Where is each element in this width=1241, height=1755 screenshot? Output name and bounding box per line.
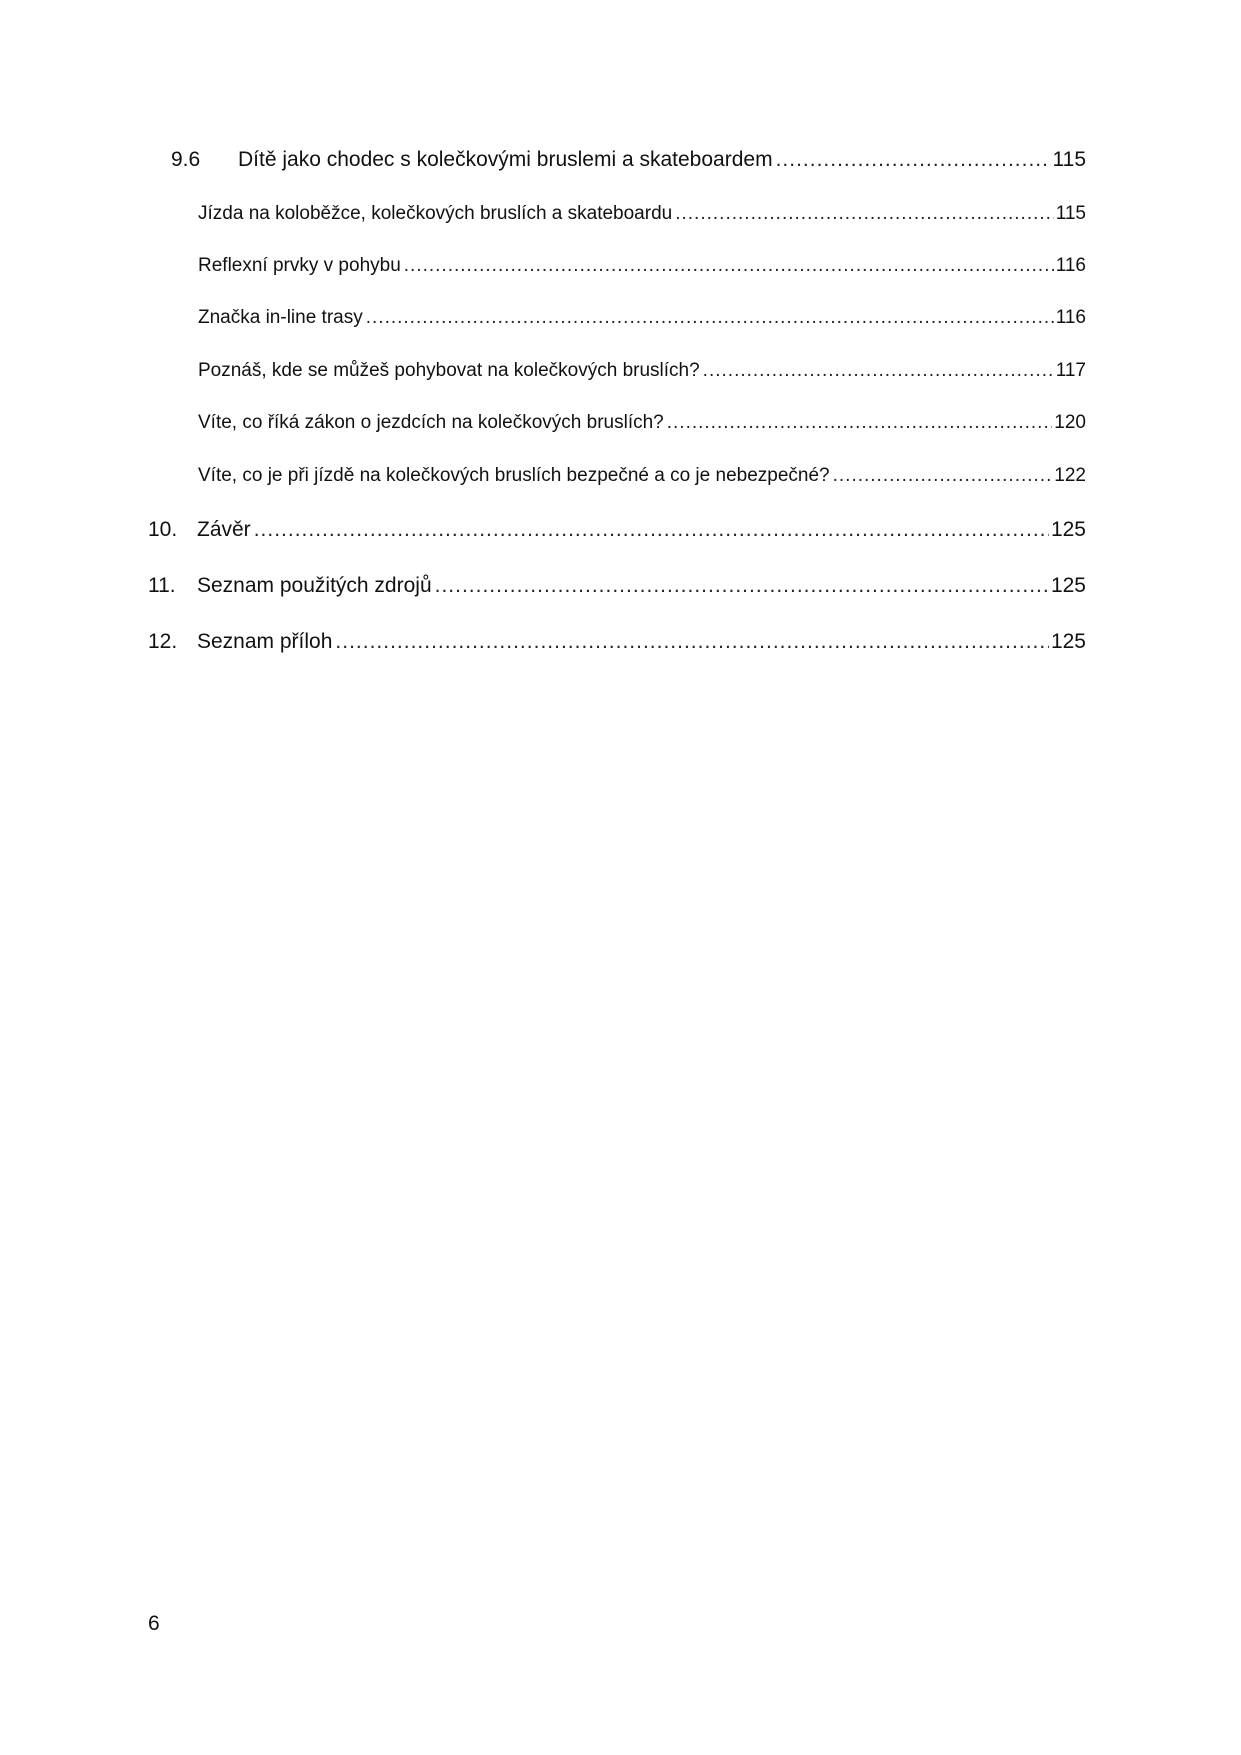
toc-chapter-number: 11. [148,574,176,597]
toc-subentry[interactable] [198,412,1086,434]
toc-subentry[interactable] [198,255,1086,277]
toc-page-number: 125 [1050,574,1086,597]
toc-chapter-number: 12. [148,630,178,653]
toc-chapter-title: Závěr [197,518,251,541]
toc-subentry-title: Víte, co říká zákon o jezdcích na kolečkových bruslích? [198,412,664,433]
toc-entry-10[interactable] [148,518,1086,542]
toc-page-number: 116 [1055,307,1086,328]
toc-chapter-number: 10. [148,518,178,541]
toc-chapter-title: Seznam příloh [197,630,333,653]
dot-leader [366,307,1054,329]
toc-subentry[interactable] [198,465,1086,487]
dot-leader [335,630,1049,654]
dot-leader [833,465,1053,487]
toc-page-number: 125 [1050,630,1086,653]
dot-leader [404,255,1054,277]
dot-leader [703,360,1054,382]
toc-entry-9-6[interactable] [171,148,1086,172]
toc-chapter-title: Seznam použitých zdrojů [197,574,432,597]
toc-subentry-title: Víte, co je při jízdě na kolečkových bruslích bezpečné a co je nebezpečné? [198,465,830,486]
toc-entry-12[interactable] [148,630,1086,654]
toc-subentry[interactable] [198,360,1086,382]
toc-page-number: 125 [1050,518,1086,541]
dot-leader [435,574,1049,598]
toc-subentry-title: Značka in-line trasy [198,307,363,328]
toc-subentry-title: Jízda na koloběžce, kolečkových bruslích a skateboardu [198,203,673,224]
dot-leader [254,518,1049,542]
toc-page-number: 116 [1055,255,1086,276]
toc-subentry-title: Reflexní prvky v pohybu [198,255,401,276]
toc-page-number: 122 [1054,465,1086,486]
toc-page-number: 115 [1055,203,1086,224]
toc-page-number: 120 [1054,412,1086,433]
dot-leader [667,412,1053,434]
toc-subentry[interactable] [198,307,1086,329]
toc-subentry-title: Poznáš, kde se můžeš pohybovat na kolečkových bruslích? [198,360,700,381]
toc-subentry[interactable] [198,203,1086,225]
dot-leader [776,148,1051,172]
toc-section-number: 9.6 [171,148,201,171]
toc-entry-11[interactable] [148,574,1086,598]
page-number: 6 [148,1612,160,1635]
toc-page-number: 115 [1052,148,1086,171]
dot-leader [675,203,1053,225]
toc-page-number: 117 [1055,360,1086,381]
toc-section-title: Dítě jako chodec s kolečkovými bruslemi a skateboardem [238,148,773,171]
